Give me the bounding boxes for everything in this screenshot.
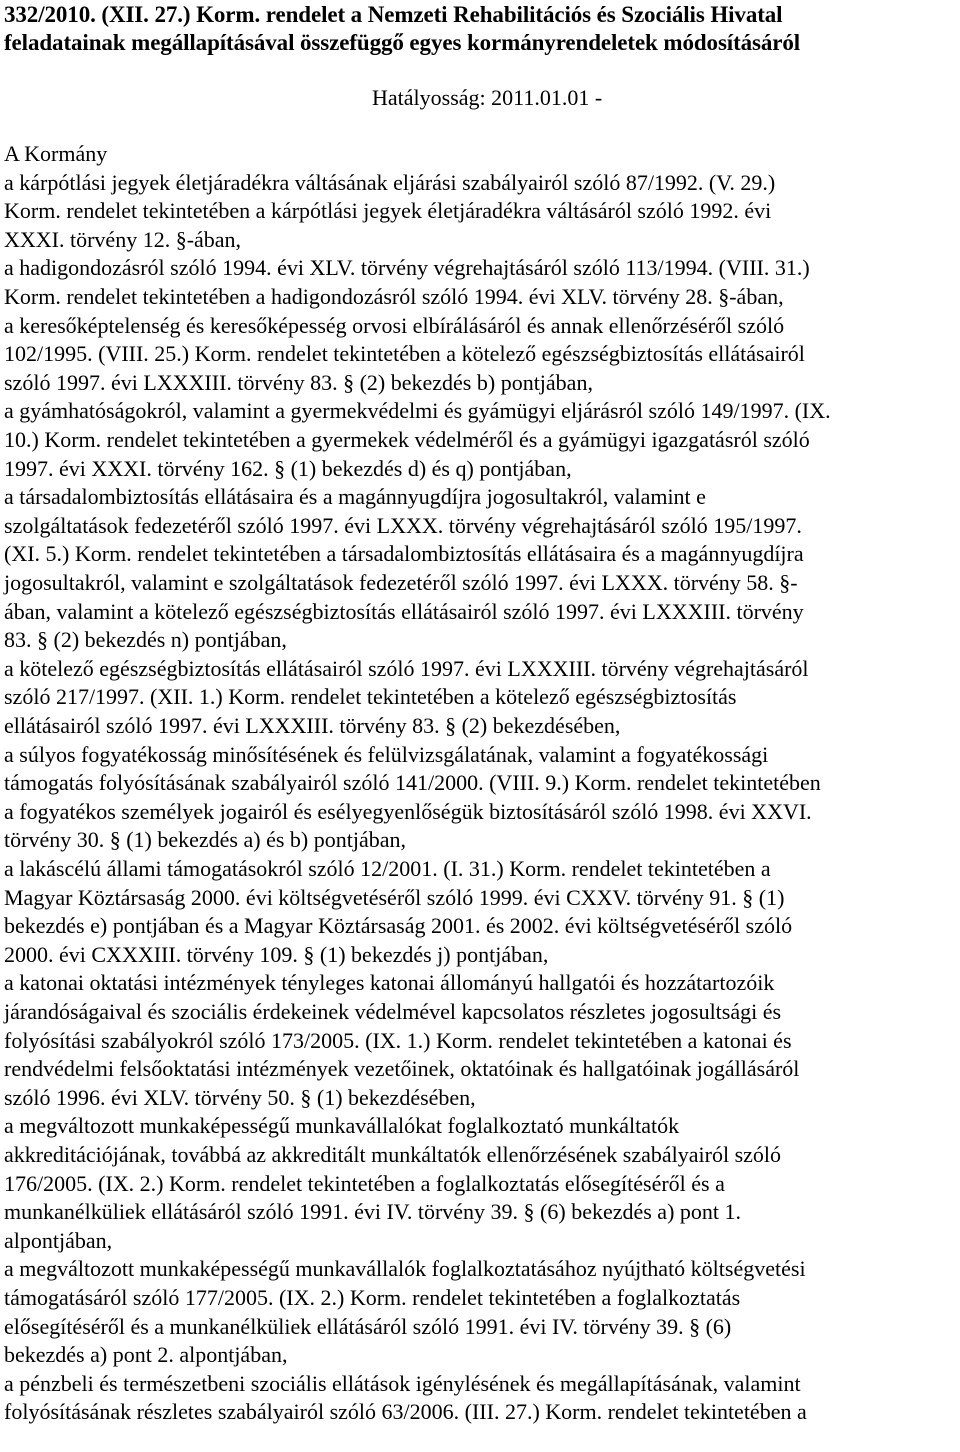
body-line: a társadalombiztosítás ellátásaira és a magánnyugdíjra jogosultakról, valamint e — [4, 484, 706, 509]
body-line: Korm. rendelet tekintetében a hadigondozásról szóló 1994. évi XLV. törvény 28. §-ában, — [4, 284, 784, 309]
body-line: a gyámhatóságokról, valamint a gyermekvédelmi és gyámügyi eljárásról szóló 149/1997. (IX. — [4, 398, 831, 423]
body-line: 102/1995. (VIII. 25.) Korm. rendelet tekintetében a kötelező egészségbiztosítás ellátásairól — [4, 341, 805, 366]
body-line: a keresőképtelenség és keresőképesség orvosi elbírálásáról és annak ellenőrzéséről szóló — [4, 313, 785, 338]
body-line: 2000. évi CXXXIII. törvény 109. § (1) bekezdés j) pontjában, — [4, 942, 549, 967]
body-line: szóló 1996. évi XLV. törvény 50. § (1) bekezdésében, — [4, 1085, 476, 1110]
body-line: 83. § (2) bekezdés n) pontjában, — [4, 627, 287, 652]
body-line: szóló 217/1997. (XII. 1.) Korm. rendelet tekintetében a kötelező egészségbiztosítás — [4, 684, 737, 709]
body-line: a megváltozott munkaképességű munkavállalók foglalkoztatásához nyújtható költségvetési — [4, 1256, 806, 1281]
body-line: törvény 30. § (1) bekezdés a) és b) pontjában, — [4, 827, 406, 852]
body-line: a fogyatékos személyek jogairól és esélyegyenlőségük biztosításáról szóló 1998. évi XXVI. — [4, 799, 812, 824]
body-line: bekezdés a) pont 2. alpontjában, — [4, 1342, 288, 1367]
body-line: a pénzbeli és természetbeni szociális ellátások igénylésének és megállapításának, valamint — [4, 1371, 801, 1396]
body-line: jogosultakról, valamint e szolgáltatások fedezetéről szóló 1997. évi LXXX. törvény 58. §- — [4, 570, 798, 595]
body-line: a megváltozott munkaképességű munkavállalókat foglalkoztató munkáltatók — [4, 1113, 680, 1138]
body-line: a lakáscélú állami támogatásokról szóló 12/2001. (I. 31.) Korm. rendelet tekintetében a — [4, 856, 771, 881]
body-line: 176/2005. (IX. 2.) Korm. rendelet tekintetében a foglalkoztatás elősegítéséről és a — [4, 1171, 725, 1196]
body-line: bekezdés e) pontjában és a Magyar Köztársaság 2001. és 2002. évi költségvetéséről szóló — [4, 913, 793, 938]
body-line: 10.) Korm. rendelet tekintetében a gyermekek védelméről és a gyámügyi igazgatásról szóló — [4, 427, 810, 452]
body-line: a súlyos fogyatékosság minősítésének és felülvizsgálatának, valamint a fogyatékossági — [4, 742, 769, 767]
body-line: munkanélküliek ellátásáról szóló 1991. évi IV. törvény 39. § (6) bekezdés a) pont 1. — [4, 1199, 742, 1224]
body-line: 1997. évi XXXI. törvény 162. § (1) bekezdés d) és q) pontjában, — [4, 456, 572, 481]
body-line: szolgáltatások fedezetéről szóló 1997. évi LXXX. törvény végrehajtásáról szóló 195/1997. — [4, 513, 802, 538]
body-line: rendvédelmi felsőoktatási intézmények vezetőinek, oktatóinak és hallgatóinak jogállásáról — [4, 1056, 800, 1081]
body-line: ellátásairól szóló 1997. évi LXXXIII. törvény 83. § (2) bekezdésében, — [4, 713, 621, 738]
body-line: alpontjában, — [4, 1228, 113, 1253]
document-title-line-1: 332/2010. (XII. 27.) Korm. rendelet a Nemzeti Rehabilitációs és Szociális Hivatal — [4, 2, 783, 27]
body-line: folyósításának részletes szabályairól szóló 63/2006. (III. 27.) Korm. rendelet tekintetében a — [4, 1399, 807, 1424]
body-line: a hadigondozásról szóló 1994. évi XLV. törvény végrehajtásáról szóló 113/1994. (VIII. 31.) — [4, 255, 810, 280]
body-line: járandóságaival és szociális érdekeinek védelmével kapcsolatos részletes jogosultsági és — [4, 999, 782, 1024]
body-line: szóló 1997. évi LXXXIII. törvény 83. § (2) bekezdés b) pontjában, — [4, 370, 593, 395]
body-line: Magyar Köztársaság 2000. évi költségvetéséről szóló 1999. évi CXXV. törvény 91. § (1) — [4, 885, 785, 910]
body-line: támogatás folyósításának szabályairól szóló 141/2000. (VIII. 9.) Korm. rendelet tekintetében — [4, 770, 821, 795]
body-line: a katonai oktatási intézmények tényleges katonai állományú hallgatói és hozzátartozóik — [4, 970, 775, 995]
validity-date: Hatályosság: 2011.01.01 - — [372, 85, 603, 110]
body-line: folyósítási szabályokról szóló 173/2005. (IX. 1.) Korm. rendelet tekintetében a katonai és — [4, 1028, 792, 1053]
body-line: a kötelező egészségbiztosítás ellátásairól szóló 1997. évi LXXXIII. törvény végrehajtásáról — [4, 656, 809, 681]
body-line: elősegítéséről és a munkanélküliek ellátásáról szóló 1991. évi IV. törvény 39. § (6) — [4, 1314, 732, 1339]
document-title-line-2: feladatainak megállapításával összefüggő egyes kormányrendeletek módosításáról — [4, 30, 801, 55]
body-line: akkreditációjának, továbbá az akkreditált munkáltatók ellenőrzésének szabályairól szóló — [4, 1142, 782, 1167]
body-line: a kárpótlási jegyek életjáradékra váltásának eljárási szabályairól szóló 87/1992. (V. 29.) — [4, 170, 776, 195]
body-line: (XI. 5.) Korm. rendelet tekintetében a társadalombiztosítás ellátásaira és a magánnyugdíjra — [4, 541, 804, 566]
body-line: ában, valamint a kötelező egészségbiztosítás ellátásairól szóló 1997. évi LXXXIII. törvény — [4, 599, 804, 624]
body-line: Korm. rendelet tekintetében a kárpótlási jegyek életjáradékra váltásáról szóló 1992. évi — [4, 198, 772, 223]
body-line: XXXI. törvény 12. §-ában, — [4, 227, 242, 252]
body-line: támogatásáról szóló 177/2005. (IX. 2.) Korm. rendelet tekintetében a foglalkoztatás — [4, 1285, 741, 1310]
body-line: A Kormány — [4, 141, 108, 166]
